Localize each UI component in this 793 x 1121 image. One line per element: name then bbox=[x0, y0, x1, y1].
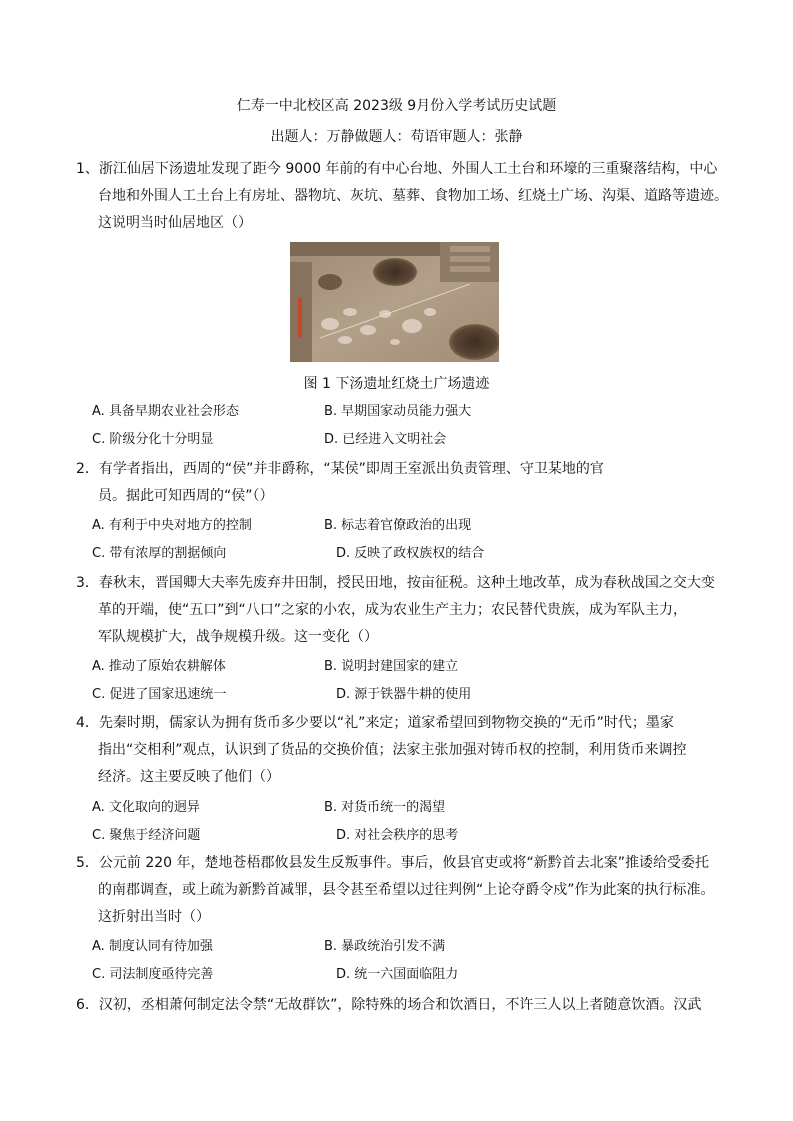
option-d[interactable]: D. 对社会秩序的思考 bbox=[336, 828, 459, 843]
question-text: 台地和外围人工土台上有房址、器物坑、灰坑、墓葬、食物加工场、红烧土广场、沟渠、道路等遗迹。 bbox=[98, 188, 728, 204]
question-text: 4．先秦时期，儒家认为拥有货币多少要以“礼”来定；道家希望回到物物交换的“无币”时代；墨家 bbox=[76, 715, 674, 731]
option-d[interactable]: D. 反映了政权族权的结合 bbox=[336, 546, 485, 561]
question-text: 3．春秋末，晋国卿大夫率先废弃井田制，授民田地，按亩征税。这种土地改革，成为春秋战国之交大变 bbox=[76, 575, 715, 591]
question-1 bbox=[76, 156, 736, 237]
authors-line: 出题人：万静做题人：苟语审题人：张静 bbox=[270, 129, 523, 145]
option-a[interactable]: A. 推动了原始农耕解体 bbox=[92, 659, 226, 674]
question-2-options bbox=[92, 512, 712, 568]
question-5 bbox=[76, 850, 736, 931]
question-6 bbox=[76, 992, 736, 1019]
option-d[interactable]: D. 统一六国面临阻力 bbox=[336, 967, 459, 982]
option-b[interactable]: B. 标志着官僚政治的出现 bbox=[324, 518, 472, 533]
option-c[interactable]: C. 促进了国家迅速统一 bbox=[92, 687, 227, 702]
option-d[interactable]: D. 已经进入文明社会 bbox=[324, 432, 447, 447]
question-text: 员。据此可知西周的“侯”（） bbox=[98, 488, 274, 504]
question-4-options bbox=[92, 794, 712, 850]
option-c[interactable]: C. 聚焦于经济问题 bbox=[92, 828, 201, 843]
question-3 bbox=[76, 570, 736, 651]
question-4 bbox=[76, 710, 736, 791]
option-c[interactable]: C. 阶级分化十分明显 bbox=[92, 432, 214, 447]
option-b[interactable]: B. 对货币统一的渴望 bbox=[324, 800, 446, 815]
option-c[interactable]: C. 带有浓厚的割据倾向 bbox=[92, 546, 227, 561]
question-text: 这折射出当时（） bbox=[98, 909, 210, 925]
excavation-site-photo bbox=[290, 242, 499, 362]
question-text: 军队规模扩大，战争规模升级。这一变化（） bbox=[98, 629, 378, 645]
option-a[interactable]: A. 制度认同有待加强 bbox=[92, 939, 213, 954]
question-text: 这说明当时仙居地区（） bbox=[98, 215, 252, 231]
option-d[interactable]: D. 源于铁器牛耕的使用 bbox=[336, 687, 472, 702]
option-a[interactable]: A. 文化取向的迥异 bbox=[92, 800, 200, 815]
question-2 bbox=[76, 456, 736, 510]
option-b[interactable]: B. 说明封建国家的建立 bbox=[324, 659, 459, 674]
question-text: 指出“交相利”观点，认识到了货品的交换价值；法家主张加强对铸币权的控制，利用货币来调控 bbox=[98, 742, 687, 758]
question-text: 6．汉初，丞相萧何制定法令禁“无故群饮”，除特殊的场合和饮酒日，不许三人以上者随意饮酒。汉武 bbox=[76, 997, 702, 1013]
question-text: 2．有学者指出，西周的“侯”并非爵称，“某侯”即周王室派出负责管理、守卫某地的官 bbox=[76, 461, 604, 477]
question-text: 经济。这主要反映了他们（） bbox=[98, 769, 280, 785]
option-b[interactable]: B. 早期国家动员能力强大 bbox=[324, 404, 472, 419]
question-1-options bbox=[92, 398, 712, 454]
question-text: 的南郡调查，或上疏为新黔首减罪，县令甚至希望以过往判例“上论夺爵令戍”作为此案的执行标准。 bbox=[98, 882, 715, 898]
question-text: 1、浙江仙居下汤遗址发现了距今 9000 年前的有中心台地、外围人工土台和环壕的三重聚落结构，中心 bbox=[76, 161, 718, 177]
option-b[interactable]: B. 暴政统治引发不满 bbox=[324, 939, 446, 954]
option-a[interactable]: A. 具备早期农业社会形态 bbox=[92, 404, 239, 419]
question-text: 革的开端，使“五口”到“八口”之家的小农，成为农业生产主力；农民替代贵族，成为军队主力， bbox=[98, 602, 688, 618]
option-c[interactable]: C. 司法制度亟待完善 bbox=[92, 967, 214, 982]
figure-caption: 图 1 下汤遗址红烧土广场遗迹 bbox=[303, 376, 490, 392]
page-title: 仁寿一中北校区高 2023级 9月份入学考试历史试题 bbox=[236, 98, 557, 114]
option-a[interactable]: A. 有利于中央对地方的控制 bbox=[92, 518, 252, 533]
question-3-options bbox=[92, 653, 712, 709]
question-text: 5．公元前 220 年，楚地苍梧郡攸县发生反叛事件。事后，攸县官吏或将“新黔首去北案”推诿给受委托 bbox=[76, 855, 710, 871]
question-5-options bbox=[92, 933, 712, 989]
